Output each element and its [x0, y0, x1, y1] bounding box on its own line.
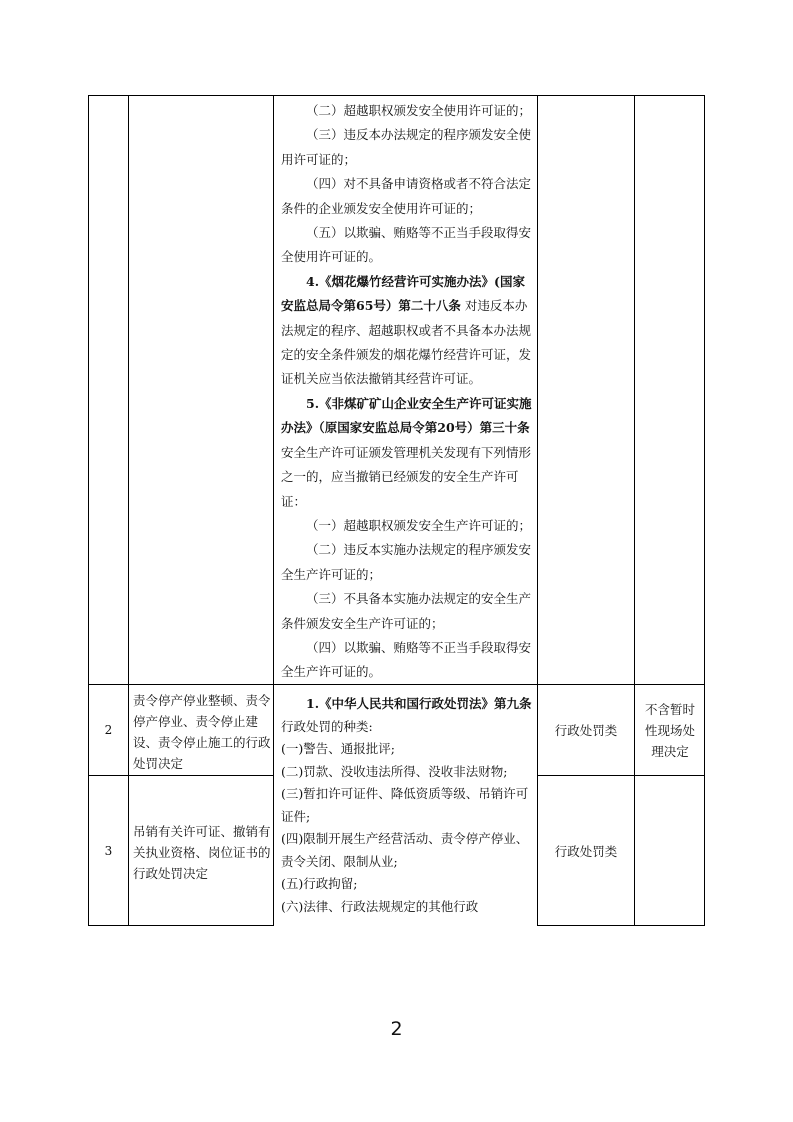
row-2-number: 2 [104, 723, 113, 737]
shared-basis-title: 1.《中华人民共和国行政处罚法》第九条 [306, 696, 532, 711]
clause-line: （三）不具备本实施办法规定的安全生产条件颁发安全生产许可证的； [281, 591, 532, 631]
penalty-type: (四)限制开展生产经营活动、责令停产停业、责令关闭、限制从业; [281, 831, 529, 869]
clause-line: （四）以欺骗、贿赂等不正当手段取得安全生产许可证的。 [281, 639, 532, 680]
penalty-type: (五)行政拘留; [281, 876, 358, 891]
table-border-bottom-right [537, 925, 705, 926]
row-3-item: 吊销有关许可证、撤销有关执业资格、岗位证书的行政处罚决定 [133, 824, 271, 881]
table-border-right [704, 95, 705, 926]
row-3-note [639, 776, 701, 925]
row-2-category: 行政处罚类 [554, 723, 618, 738]
law-5-paragraph [281, 392, 537, 514]
table-divider-col4 [634, 95, 635, 926]
row-2-note: 不含暂时性现场处理决定 [644, 701, 695, 759]
table-border-bottom-left [88, 925, 274, 926]
table-border-top [88, 95, 705, 96]
table-divider-col2 [273, 95, 274, 926]
clause-line: （二）违反本实施办法规定的程序颁发安全生产许可证的； [281, 542, 532, 582]
penalty-type: (三)暂扣许可证件、降低资质等级、吊销许可证件; [281, 786, 529, 824]
clause-line: （三）违反本办法规定的程序颁发安全使用许可证的； [281, 127, 532, 167]
clause-line: （二）超越职权颁发安全使用许可证的； [306, 103, 532, 118]
law-4-title: 4.《烟花爆竹经营许可实施办法》(国家安监总局令第65号）第二十八条 [281, 273, 525, 314]
shared-basis-intro: 行政处罚的种类: [281, 718, 373, 734]
penalty-type: (六)法律、行政法规规定的其他行政 [281, 898, 479, 914]
law-4-body: 对违反本办法规定的程序、超越职权或者不具备本办法规定的安全条件颁发的烟花爆竹经营许可证，发证机关应当依法撤销其经营许可证。 [281, 298, 532, 387]
penalty-type: (一)警告、通报批评; [281, 741, 395, 756]
row-3-number: 3 [104, 843, 113, 858]
row-3-category: 行政处罚类 [554, 843, 618, 859]
shared-legal-basis [281, 693, 537, 918]
clause-line: （五）以欺骗、贿赂等不正当手段取得安全使用许可证的。 [281, 225, 532, 265]
row-2-item: 责令停产停业整顿、责令停产停业、责令停止建设、责令停止施工的行政处罚决定 [133, 693, 271, 771]
law-5-body: 安全生产许可证颁发管理机关发现有下列情形之一的，应当撤销已经颁发的安全生产许可证： [281, 444, 532, 509]
clause-line: （四）对不具备申请资格或者不符合法定条件的企业颁发安全使用许可证的； [281, 176, 532, 216]
penalty-type: (二)罚款、没收违法所得、没收非法财物; [281, 763, 508, 779]
table-divider-col1 [128, 95, 129, 926]
law-5-title: 5.《非煤矿矿山企业安全生产许可证实施办法》（原国家安监总局令第20号）第三十条 [281, 395, 532, 436]
page-number: 2 [390, 1018, 403, 1040]
clause-line: （一）超越职权颁发安全生产许可证的； [306, 517, 532, 533]
shared-basis-heading [281, 693, 537, 738]
legal-basis-continuation [281, 99, 537, 685]
law-4-paragraph [281, 270, 537, 392]
